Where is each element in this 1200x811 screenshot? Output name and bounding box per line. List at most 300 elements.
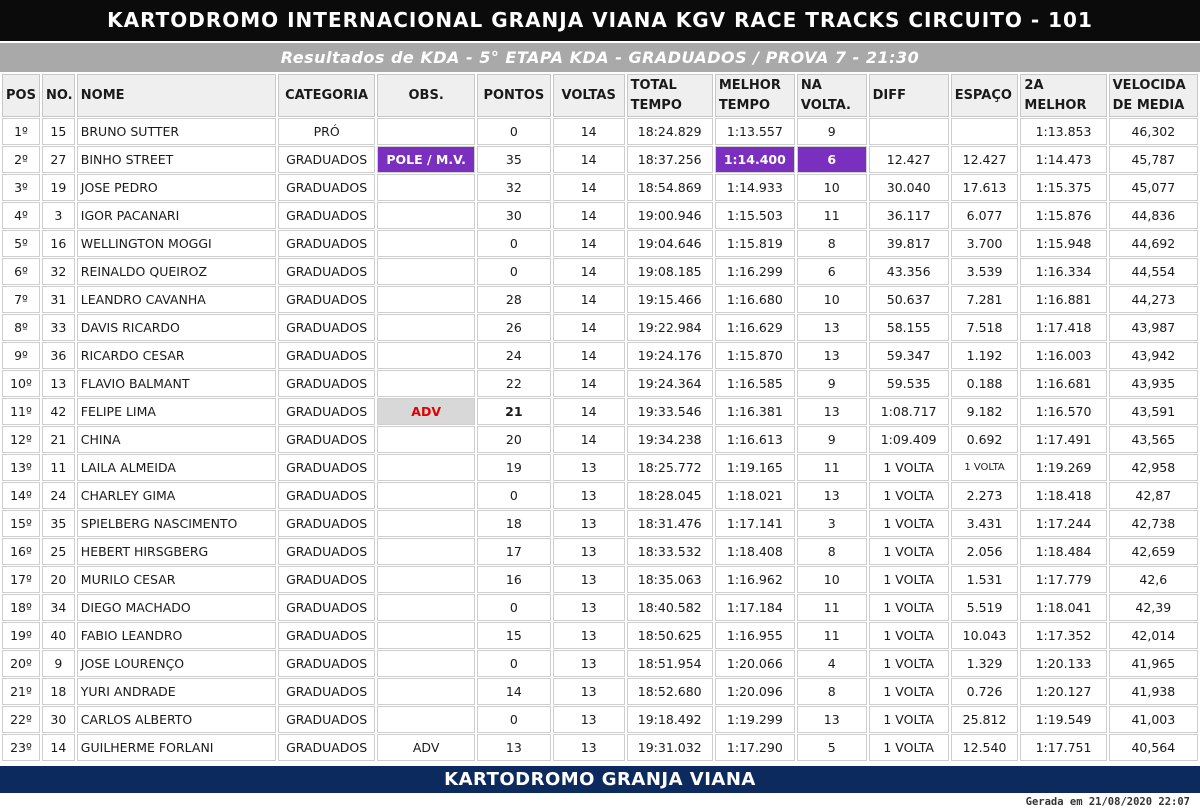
cell-segunda: 1:16.003 [1020,342,1106,369]
col-header-voltas[interactable]: VOLTAS [553,74,625,117]
cell-voltas: 14 [553,314,625,341]
cell-categoria: GRADUADOS [278,146,376,173]
cell-pos: 22º [2,706,40,733]
cell-navolta: 13 [797,314,867,341]
col-header-na-volta[interactable]: NA VOLTA. [797,74,867,117]
cell-nome: HEBERT HIRSGBERG [77,538,276,565]
cell-nome: CHARLEY GIMA [77,482,276,509]
cell-no: 32 [42,258,75,285]
cell-segunda: 1:19.269 [1020,454,1106,481]
table-row [2,538,1198,565]
cell-pos: 21º [2,678,40,705]
cell-espaco: 3.539 [951,258,1019,285]
col-header-no[interactable]: NO. [42,74,75,117]
cell-melhor: 1:17.290 [715,734,795,761]
cell-navolta: 11 [797,594,867,621]
cell-total: 18:51.954 [627,650,713,677]
cell-categoria: GRADUADOS [278,258,376,285]
cell-navolta: 13 [797,482,867,509]
cell-categoria: GRADUADOS [278,342,376,369]
cell-pontos: 32 [477,174,551,201]
cell-diff: 30.040 [869,174,949,201]
cell-navolta: 9 [797,118,867,145]
cell-pos: 2º [2,146,40,173]
cell-nome: BRUNO SUTTER [77,118,276,145]
cell-voltas: 14 [553,230,625,257]
cell-pontos: 20 [477,426,551,453]
table-row [2,370,1198,397]
cell-nome: GUILHERME FORLANI [77,734,276,761]
table-row [2,314,1198,341]
cell-pontos: 0 [477,482,551,509]
cell-velocidade: 42,39 [1109,594,1198,621]
cell-no: 16 [42,230,75,257]
results-body [2,118,1198,761]
cell-total: 18:40.582 [627,594,713,621]
cell-obs [377,342,475,369]
cell-total: 19:18.492 [627,706,713,733]
cell-total: 18:33.532 [627,538,713,565]
col-header-pontos[interactable]: PONTOS [477,74,551,117]
cell-voltas: 13 [553,594,625,621]
cell-espaco: 1 VOLTA [951,454,1019,481]
cell-pos: 11º [2,398,40,425]
cell-nome: FABIO LEANDRO [77,622,276,649]
cell-no: 3 [42,202,75,229]
cell-velocidade: 42,738 [1109,510,1198,537]
cell-total: 18:54.869 [627,174,713,201]
cell-no: 21 [42,426,75,453]
cell-no: 35 [42,510,75,537]
cell-obs [377,482,475,509]
cell-navolta: 8 [797,678,867,705]
cell-total: 19:24.364 [627,370,713,397]
table-row [2,454,1198,481]
cell-diff: 58.155 [869,314,949,341]
cell-pos: 19º [2,622,40,649]
cell-diff: 59.347 [869,342,949,369]
cell-navolta: 11 [797,454,867,481]
cell-total: 18:37.256 [627,146,713,173]
cell-nome: SPIELBERG NASCIMENTO [77,510,276,537]
cell-espaco: 12.540 [951,734,1019,761]
cell-velocidade: 44,836 [1109,202,1198,229]
cell-melhor: 1:16.629 [715,314,795,341]
cell-nome: IGOR PACANARI [77,202,276,229]
cell-voltas: 13 [553,510,625,537]
cell-espaco: 0.692 [951,426,1019,453]
cell-nome: BINHO STREET [77,146,276,173]
cell-total: 19:24.176 [627,342,713,369]
cell-categoria: PRÓ [278,118,376,145]
cell-segunda: 1:17.418 [1020,314,1106,341]
cell-melhor: 1:16.585 [715,370,795,397]
cell-obs [377,454,475,481]
cell-pontos: 22 [477,370,551,397]
cell-velocidade: 42,014 [1109,622,1198,649]
cell-pos: 18º [2,594,40,621]
cell-espaco: 7.281 [951,286,1019,313]
table-row [2,650,1198,677]
cell-melhor: 1:16.299 [715,258,795,285]
cell-navolta: 10 [797,566,867,593]
cell-pontos: 13 [477,734,551,761]
cell-categoria: GRADUADOS [278,510,376,537]
cell-pos: 4º [2,202,40,229]
cell-velocidade: 40,564 [1109,734,1198,761]
cell-segunda: 1:16.570 [1020,398,1106,425]
cell-obs [377,314,475,341]
generated-timestamp: Gerada em 21/08/2020 22:07 [1025,796,1190,808]
cell-total: 18:28.045 [627,482,713,509]
cell-no: 24 [42,482,75,509]
cell-voltas: 14 [553,174,625,201]
cell-melhor: 1:19.165 [715,454,795,481]
cell-melhor: 1:13.557 [715,118,795,145]
cell-velocidade: 42,958 [1109,454,1198,481]
cell-diff: 59.535 [869,370,949,397]
cell-pontos: 0 [477,706,551,733]
cell-velocidade: 42,6 [1109,566,1198,593]
cell-diff: 1 VOLTA [869,706,949,733]
cell-categoria: GRADUADOS [278,650,376,677]
cell-velocidade: 41,965 [1109,650,1198,677]
cell-diff: 1 VOLTA [869,678,949,705]
col-header-melhor-tempo[interactable]: MELHOR TEMPO [715,74,795,117]
cell-navolta: 13 [797,398,867,425]
cell-melhor: 1:14.933 [715,174,795,201]
cell-espaco: 12.427 [951,146,1019,173]
cell-espaco: 5.519 [951,594,1019,621]
table-row [2,594,1198,621]
table-row [2,678,1198,705]
cell-velocidade: 44,692 [1109,230,1198,257]
cell-total: 19:04.646 [627,230,713,257]
cell-pos: 9º [2,342,40,369]
cell-diff: 1 VOLTA [869,650,949,677]
cell-obs [377,370,475,397]
col-header-velocidade-media[interactable]: VELOCIDA DE MEDIA [1109,74,1198,117]
cell-velocidade: 41,003 [1109,706,1198,733]
cell-navolta: 13 [797,342,867,369]
col-header-nome[interactable]: NOME [77,74,276,117]
cell-voltas: 14 [553,426,625,453]
cell-diff [869,118,949,145]
cell-categoria: GRADUADOS [278,538,376,565]
cell-segunda: 1:18.041 [1020,594,1106,621]
cell-obs [377,594,475,621]
cell-segunda: 1:17.779 [1020,566,1106,593]
cell-nome: DIEGO MACHADO [77,594,276,621]
cell-categoria: GRADUADOS [278,398,376,425]
table-row [2,426,1198,453]
cell-espaco: 17.613 [951,174,1019,201]
cell-espaco: 2.056 [951,538,1019,565]
cell-navolta: 3 [797,510,867,537]
cell-obs [377,174,475,201]
cell-diff: 36.117 [869,202,949,229]
cell-no: 14 [42,734,75,761]
cell-total: 19:15.466 [627,286,713,313]
cell-categoria: GRADUADOS [278,594,376,621]
cell-no: 18 [42,678,75,705]
cell-espaco: 0.726 [951,678,1019,705]
cell-voltas: 14 [553,398,625,425]
cell-melhor: 1:14.400 [715,146,795,173]
cell-categoria: GRADUADOS [278,314,376,341]
table-row [2,286,1198,313]
cell-pos: 6º [2,258,40,285]
table-row [2,510,1198,537]
cell-obs [377,258,475,285]
cell-total: 18:24.829 [627,118,713,145]
cell-espaco: 1.531 [951,566,1019,593]
cell-obs [377,426,475,453]
cell-pontos: 16 [477,566,551,593]
cell-nome: LEANDRO CAVANHA [77,286,276,313]
cell-no: 11 [42,454,75,481]
cell-no: 19 [42,174,75,201]
race-subtitle: Resultados de KDA - 5° ETAPA KDA - GRADUADOS / PROVA 7 - 21:30 [0,43,1200,72]
cell-velocidade: 43,987 [1109,314,1198,341]
cell-diff: 39.817 [869,230,949,257]
cell-espaco: 1.192 [951,342,1019,369]
cell-segunda: 1:15.375 [1020,174,1106,201]
cell-pontos: 0 [477,258,551,285]
cell-pontos: 30 [477,202,551,229]
cell-pontos: 18 [477,510,551,537]
col-header-espaco[interactable]: ESPAÇO [951,74,1019,117]
cell-nome: WELLINGTON MOGGI [77,230,276,257]
cell-melhor: 1:16.962 [715,566,795,593]
table-row [2,342,1198,369]
cell-voltas: 13 [553,482,625,509]
cell-melhor: 1:16.955 [715,622,795,649]
cell-velocidade: 43,565 [1109,426,1198,453]
cell-nome: RICARDO CESAR [77,342,276,369]
cell-no: 9 [42,650,75,677]
cell-no: 13 [42,370,75,397]
cell-nome: CHINA [77,426,276,453]
cell-espaco [951,118,1019,145]
cell-segunda: 1:16.681 [1020,370,1106,397]
cell-segunda: 1:18.484 [1020,538,1106,565]
cell-espaco: 25.812 [951,706,1019,733]
cell-total: 18:35.063 [627,566,713,593]
cell-categoria: GRADUADOS [278,370,376,397]
cell-navolta: 4 [797,650,867,677]
cell-pontos: 24 [477,342,551,369]
cell-categoria: GRADUADOS [278,426,376,453]
cell-espaco: 3.431 [951,510,1019,537]
cell-no: 36 [42,342,75,369]
cell-nome: FLAVIO BALMANT [77,370,276,397]
cell-velocidade: 44,554 [1109,258,1198,285]
cell-diff: 1 VOLTA [869,566,949,593]
results-table [0,73,1200,762]
cell-pos: 1º [2,118,40,145]
cell-melhor: 1:16.680 [715,286,795,313]
cell-espaco: 1.329 [951,650,1019,677]
cell-diff: 1 VOLTA [869,482,949,509]
cell-pontos: 28 [477,286,551,313]
cell-pontos: 17 [477,538,551,565]
cell-pos: 10º [2,370,40,397]
cell-velocidade: 46,302 [1109,118,1198,145]
cell-segunda: 1:18.418 [1020,482,1106,509]
cell-total: 19:00.946 [627,202,713,229]
cell-obs [377,510,475,537]
cell-nome: JOSE PEDRO [77,174,276,201]
cell-velocidade: 43,935 [1109,370,1198,397]
cell-no: 33 [42,314,75,341]
cell-categoria: GRADUADOS [278,482,376,509]
col-header-total-tempo[interactable]: TOTAL TEMPO [627,74,713,117]
cell-categoria: GRADUADOS [278,706,376,733]
cell-pos: 8º [2,314,40,341]
cell-segunda: 1:17.352 [1020,622,1106,649]
cell-pos: 23º [2,734,40,761]
cell-navolta: 9 [797,426,867,453]
cell-pos: 15º [2,510,40,537]
cell-pontos: 0 [477,118,551,145]
cell-melhor: 1:18.021 [715,482,795,509]
col-header-categoria[interactable]: CATEGORIA [278,74,376,117]
table-row [2,706,1198,733]
cell-no: 27 [42,146,75,173]
cell-voltas: 13 [553,678,625,705]
cell-segunda: 1:13.853 [1020,118,1106,145]
cell-pontos: 15 [477,622,551,649]
cell-velocidade: 45,077 [1109,174,1198,201]
cell-obs [377,650,475,677]
cell-voltas: 13 [553,706,625,733]
cell-diff: 12.427 [869,146,949,173]
table-row [2,566,1198,593]
cell-pontos: 26 [477,314,551,341]
cell-nome: MURILO CESAR [77,566,276,593]
cell-no: 15 [42,118,75,145]
cell-pontos: 14 [477,678,551,705]
cell-segunda: 1:19.549 [1020,706,1106,733]
cell-pontos: 0 [477,230,551,257]
cell-categoria: GRADUADOS [278,174,376,201]
cell-voltas: 14 [553,118,625,145]
table-row [2,174,1198,201]
cell-total: 19:22.984 [627,314,713,341]
cell-segunda: 1:16.334 [1020,258,1106,285]
cell-no: 25 [42,538,75,565]
cell-espaco: 10.043 [951,622,1019,649]
cell-diff: 1 VOLTA [869,594,949,621]
cell-diff: 1 VOLTA [869,510,949,537]
cell-categoria: GRADUADOS [278,566,376,593]
cell-segunda: 1:17.244 [1020,510,1106,537]
cell-melhor: 1:15.503 [715,202,795,229]
cell-voltas: 13 [553,650,625,677]
table-row [2,734,1198,761]
table-row [2,622,1198,649]
col-header-2a-melhor[interactable]: 2A MELHOR [1020,74,1106,117]
cell-diff: 1 VOLTA [869,454,949,481]
cell-total: 19:33.546 [627,398,713,425]
cell-total: 18:50.625 [627,622,713,649]
cell-no: 31 [42,286,75,313]
cell-voltas: 13 [553,734,625,761]
cell-no: 30 [42,706,75,733]
cell-nome: CARLOS ALBERTO [77,706,276,733]
cell-navolta: 6 [797,146,867,173]
cell-pos: 7º [2,286,40,313]
page-title: KARTODROMO INTERNACIONAL GRANJA VIANA KGV RACE TRACKS CIRCUITO - 101 [0,0,1200,41]
cell-melhor: 1:18.408 [715,538,795,565]
cell-melhor: 1:15.819 [715,230,795,257]
cell-espaco: 3.700 [951,230,1019,257]
cell-pontos: 35 [477,146,551,173]
cell-pos: 14º [2,482,40,509]
cell-espaco: 0.188 [951,370,1019,397]
cell-obs [377,230,475,257]
cell-nome: JOSE LOURENÇO [77,650,276,677]
cell-velocidade: 41,938 [1109,678,1198,705]
cell-pos: 12º [2,426,40,453]
table-row [2,398,1198,425]
cell-melhor: 1:16.381 [715,398,795,425]
cell-voltas: 14 [553,370,625,397]
cell-melhor: 1:19.299 [715,706,795,733]
cell-obs [377,286,475,313]
cell-segunda: 1:16.881 [1020,286,1106,313]
cell-categoria: GRADUADOS [278,230,376,257]
cell-voltas: 13 [553,566,625,593]
cell-total: 18:25.772 [627,454,713,481]
cell-voltas: 13 [553,538,625,565]
cell-categoria: GRADUADOS [278,622,376,649]
cell-no: 42 [42,398,75,425]
cell-obs: POLE / M.V. [377,146,475,173]
cell-voltas: 14 [553,202,625,229]
cell-voltas: 13 [553,622,625,649]
cell-nome: YURI ANDRADE [77,678,276,705]
cell-navolta: 11 [797,202,867,229]
cell-obs [377,566,475,593]
cell-melhor: 1:16.613 [715,426,795,453]
cell-total: 18:31.476 [627,510,713,537]
cell-pontos: 19 [477,454,551,481]
cell-melhor: 1:17.141 [715,510,795,537]
cell-nome: REINALDO QUEIROZ [77,258,276,285]
cell-nome: FELIPE LIMA [77,398,276,425]
cell-navolta: 11 [797,622,867,649]
col-header-obs[interactable]: OBS. [377,74,475,117]
cell-voltas: 14 [553,342,625,369]
col-header-diff[interactable]: DIFF [869,74,949,117]
cell-pos: 17º [2,566,40,593]
cell-espaco: 2.273 [951,482,1019,509]
cell-segunda: 1:17.751 [1020,734,1106,761]
cell-obs [377,538,475,565]
cell-nome: LAILA ALMEIDA [77,454,276,481]
cell-total: 19:34.238 [627,426,713,453]
cell-pos: 3º [2,174,40,201]
cell-pos: 5º [2,230,40,257]
col-header-pos[interactable]: POS [2,74,40,117]
cell-pos: 13º [2,454,40,481]
table-row [2,202,1198,229]
cell-no: 20 [42,566,75,593]
cell-espaco: 7.518 [951,314,1019,341]
cell-obs [377,202,475,229]
